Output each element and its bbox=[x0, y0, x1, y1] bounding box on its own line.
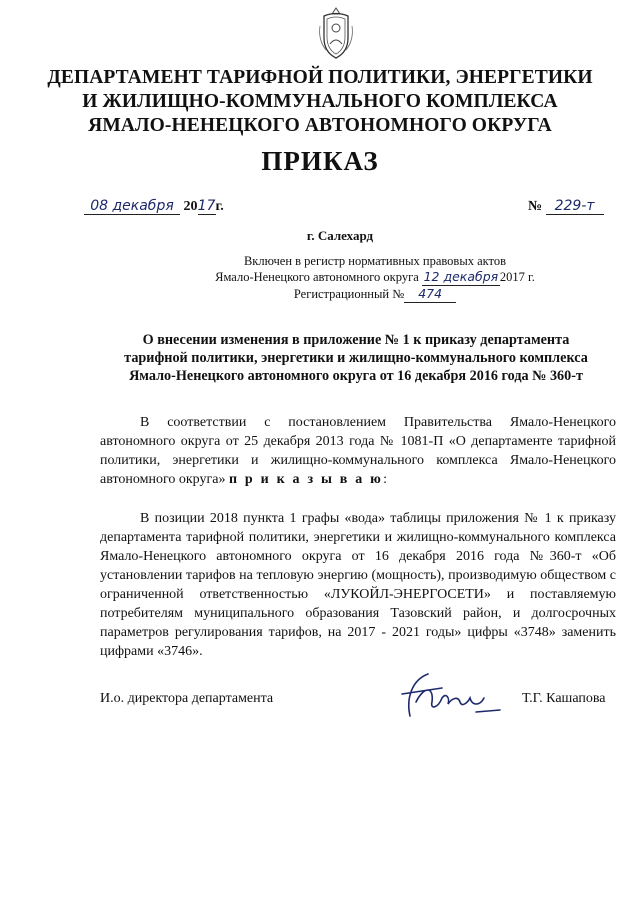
order-date bbox=[84, 198, 224, 215]
handwritten-signature bbox=[372, 668, 512, 724]
number-handwritten: 229-т bbox=[546, 198, 604, 215]
document-type-title: ПРИКАЗ bbox=[261, 146, 379, 176]
year-suffix: г. bbox=[215, 199, 224, 214]
registration-line-2: Ямало-Ненецкого автономного округа 12 декабря 2017 г. bbox=[215, 269, 535, 284]
order-keyword: п р и к а з ы в а ю bbox=[228, 472, 384, 487]
subject-line-1: О внесении изменения в приложение № 1 к приказу департамента bbox=[142, 332, 570, 348]
registration-line-3: Регистрационный № 474 bbox=[205, 286, 545, 303]
registration-number-handwritten: 474 bbox=[404, 286, 456, 303]
department-line-3: ЯМАЛО-НЕНЕЦКОГО АВТОНОМНОГО ОКРУГА bbox=[88, 115, 552, 136]
paragraph-order bbox=[100, 509, 616, 661]
signatory-position: И.о. директора департамента bbox=[100, 691, 274, 706]
department-line-1: ДЕПАРТАМЕНТ ТАРИФНОЙ ПОЛИТИКИ, ЭНЕРГЕТИКИ bbox=[47, 67, 593, 88]
registration-block bbox=[205, 253, 545, 303]
paragraph-basis: В соответствии с постановлением Правительства Ямало-Ненецкого автономного округа от 25 декабря 2013 года № 1081-П «О департаменте тарифной политики, энергетики и жилищно-коммунального комплекса Ямало-Ненецкого автономного округа» п р и к а з ы в а ю: bbox=[100, 415, 616, 487]
signatory-name: Т.Г. Кашапова bbox=[522, 691, 606, 706]
department-line-2: И ЖИЛИЩНО-КОММУНАЛЬНОГО КОМПЛЕКСА bbox=[82, 91, 558, 112]
subject-line-3: Ямало-Ненецкого автономного округа от 16 декабря 2016 года № 360-т bbox=[129, 368, 583, 384]
city-label: г. Салехард bbox=[306, 228, 374, 243]
subject-line-2: тарифной политики, энергетики и жилищно-коммунального комплекса bbox=[124, 350, 588, 366]
date-handwritten: 08 декабря bbox=[84, 198, 180, 215]
department-header bbox=[0, 66, 640, 138]
year-handwritten: 17 bbox=[197, 198, 216, 214]
year-prefix: 20 bbox=[183, 199, 198, 214]
number-prefix: № bbox=[528, 199, 543, 214]
registration-date-handwritten: 12 декабря bbox=[423, 269, 499, 284]
order-subject bbox=[96, 331, 616, 385]
coat-of-arms-icon bbox=[316, 6, 356, 60]
registration-line-1: Включен в регистр нормативных правовых актов bbox=[243, 254, 507, 268]
order-number bbox=[528, 198, 604, 215]
paragraph-basis-text: В соответствии с постановлением Правительства Ямало-Ненецкого автономного округа от 25 декабря 2013 года № 1081-П «О департаменте тарифной политики, энергетики и жилищно-коммунального комплекса Ямало-Ненецкого автономного округа» bbox=[100, 415, 616, 487]
paragraph-order-text: В позиции 2018 пункта 1 графы «вода» таблицы приложения № 1 к приказу департамента тарифной политики, энергетики и жилищно-коммунального комплекса Ямало-Ненецкого автономного округа от 16 декабря 2016 года №360-т «Об установлении тарифов на тепловую энергию (мощность), производимую обществом с ограниченной ответственностью «ЛУКОЙЛ-ЭНЕРГОСЕТИ» и поставляемую потребителям муниципального образования Тазовский район, и долгосрочных параметров регулирования тарифов, на 2017 - 2021 годы» цифры «3748» заменить цифрами «3746». bbox=[100, 511, 616, 659]
